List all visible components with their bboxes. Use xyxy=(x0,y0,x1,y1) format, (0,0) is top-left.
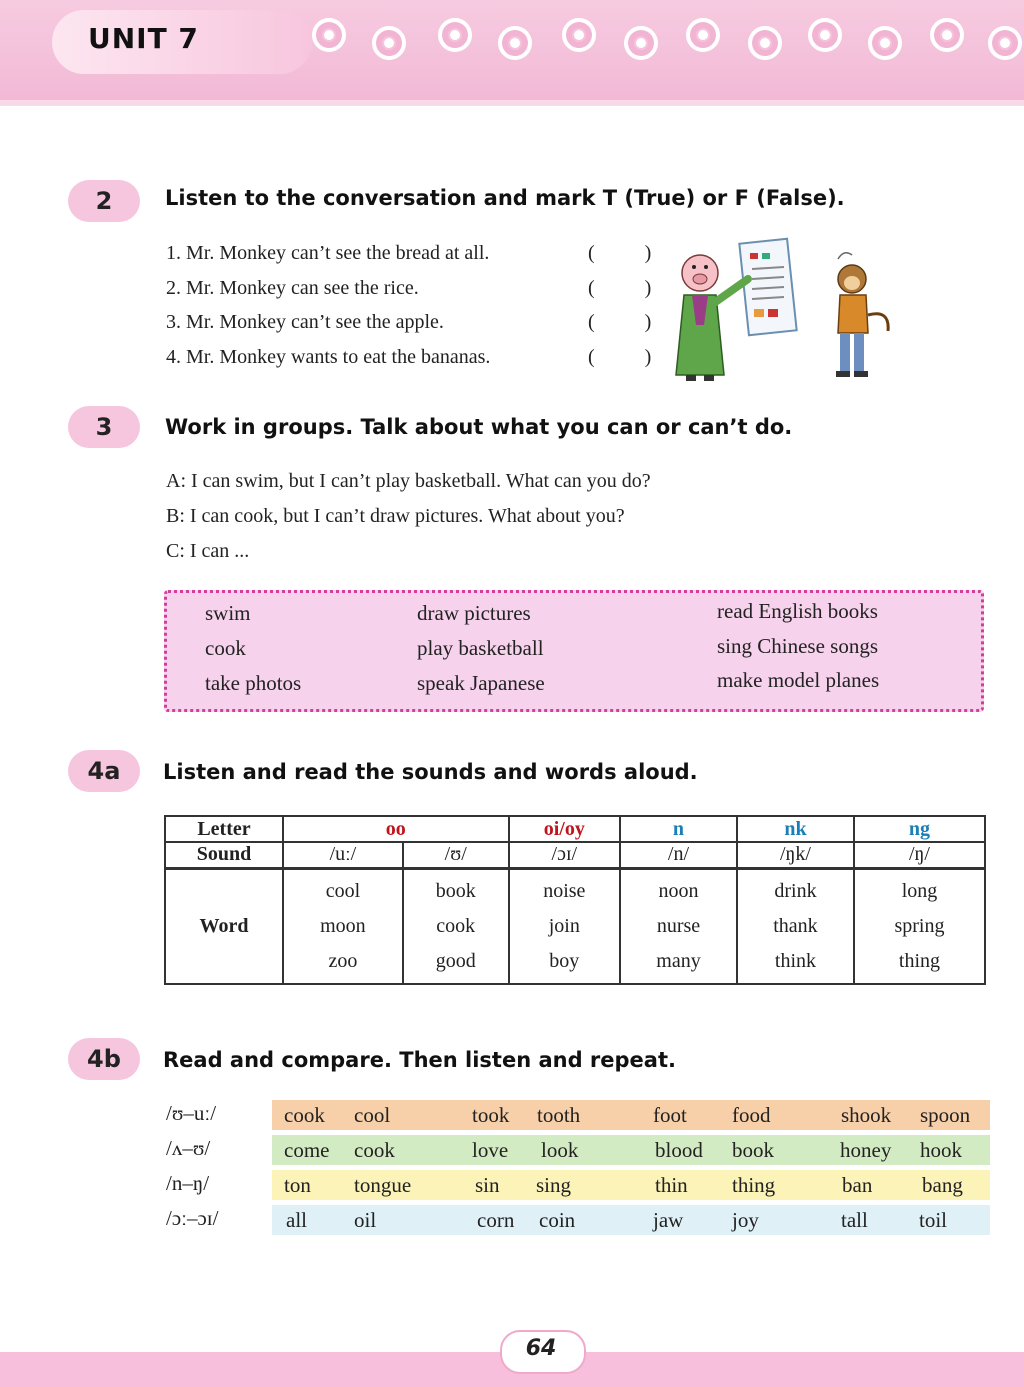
word-item: boy xyxy=(549,949,580,972)
sound-cell: /n/ xyxy=(620,842,737,868)
word-item: thing xyxy=(898,949,941,972)
word-column-oo-long xyxy=(283,868,403,984)
compare-word: sin xyxy=(475,1173,500,1197)
word-item: many xyxy=(656,949,701,972)
compare-word: jaw xyxy=(653,1208,684,1232)
compare-word: oil xyxy=(354,1208,377,1232)
compare-word: toil xyxy=(919,1208,948,1232)
word-column-ng xyxy=(854,868,985,984)
section-number-4b: 4b xyxy=(68,1038,140,1080)
compare-word: blood xyxy=(655,1138,703,1162)
phrase-item: sing Chinese songs xyxy=(717,634,879,658)
tf-item-2: 2. Mr. Monkey can see the rice. xyxy=(166,277,419,299)
compare-word: ton xyxy=(284,1173,311,1197)
word-column-oo-short xyxy=(403,868,509,984)
word-item: good xyxy=(435,949,476,972)
dialogue-line-b: B: I can cook, but I can’t draw pictures. What about you? xyxy=(166,505,625,527)
compare-word: love xyxy=(472,1138,509,1162)
word-item: thank xyxy=(773,914,818,937)
letter-cell: n xyxy=(620,816,737,842)
compare-ipa-label: /ʊ–uː/ xyxy=(166,1101,217,1125)
answer-blank-3[interactable]: ( ) xyxy=(588,311,652,333)
compare-word: food xyxy=(732,1103,771,1127)
compare-word: thin xyxy=(655,1173,688,1197)
compare-word: tongue xyxy=(354,1173,412,1197)
compare-word: foot xyxy=(653,1103,687,1127)
word-item: cool xyxy=(325,879,361,902)
sound-cell: /ŋk/ xyxy=(737,842,854,868)
compare-word: coin xyxy=(539,1208,576,1232)
word-column-n xyxy=(620,868,737,984)
letter-cell: nk xyxy=(737,816,854,842)
row-label-sound: Sound xyxy=(165,842,283,868)
pig-teacher-image xyxy=(676,255,748,381)
monkey-image xyxy=(836,253,888,377)
section-number-2: 2 xyxy=(68,180,140,222)
row-label-word: Word xyxy=(165,868,283,984)
section-title-2: Listen to the conversation and mark T (True) or F (False). xyxy=(165,186,845,210)
compare-word: took xyxy=(472,1103,510,1127)
phrase-item: cook xyxy=(205,636,246,660)
word-item: join xyxy=(548,914,580,937)
word-item: nurse xyxy=(656,914,701,937)
unit-title: UNIT 7 xyxy=(88,22,199,55)
compare-word: spoon xyxy=(920,1103,971,1127)
eye-chart-image xyxy=(739,239,796,336)
dialogue-line-c: C: I can ... xyxy=(166,540,250,562)
word-item: moon xyxy=(320,914,366,937)
compare-word: look xyxy=(541,1138,579,1162)
word-item: long xyxy=(901,879,938,902)
compare-ipa-label: /ɔː–ɔɪ/ xyxy=(166,1206,219,1230)
phrase-item: draw pictures xyxy=(417,601,531,625)
tf-item-3: 3. Mr. Monkey can’t see the apple. xyxy=(166,311,444,333)
section-title-4a: Listen and read the sounds and words aloud. xyxy=(163,760,698,784)
section-title-4b: Read and compare. Then listen and repeat. xyxy=(163,1048,676,1072)
compare-word: tooth xyxy=(537,1103,581,1127)
section-number-3: 3 xyxy=(68,406,140,448)
sound-cell: /ŋ/ xyxy=(854,842,985,868)
compare-row xyxy=(272,1100,990,1130)
phrase-item: play basketball xyxy=(417,636,544,660)
row-label-letter: Letter xyxy=(165,816,283,842)
compare-word: cool xyxy=(354,1103,391,1127)
compare-word: cook xyxy=(354,1138,395,1162)
compare-row xyxy=(272,1205,990,1235)
compare-word: come xyxy=(284,1138,330,1162)
word-column-oi xyxy=(509,868,620,984)
compare-word: all xyxy=(286,1208,307,1232)
compare-word: hook xyxy=(920,1138,962,1162)
compare-word: corn xyxy=(477,1208,515,1232)
sound-cell: /ɔɪ/ xyxy=(509,842,620,868)
tf-item-1: 1. Mr. Monkey can’t see the bread at all. xyxy=(166,242,490,264)
compare-ipa-label: /ʌ–ʊ/ xyxy=(166,1136,211,1160)
compare-word: joy xyxy=(732,1208,759,1232)
sound-cell: /ʊ/ xyxy=(403,842,509,868)
compare-word: honey xyxy=(840,1138,892,1162)
compare-word: tall xyxy=(841,1208,868,1232)
phrase-item: take photos xyxy=(205,671,302,695)
phrase-item: make model planes xyxy=(717,668,880,692)
compare-row xyxy=(272,1135,990,1165)
phrase-item: read English books xyxy=(717,599,878,623)
word-item: noise xyxy=(543,879,586,902)
word-item: think xyxy=(774,949,817,972)
page-number: 64 xyxy=(525,1336,557,1361)
word-item: cook xyxy=(436,914,476,937)
compare-word: cook xyxy=(284,1103,325,1127)
answer-blank-4[interactable]: ( ) xyxy=(588,346,652,368)
compare-row xyxy=(272,1170,990,1200)
compare-word: sing xyxy=(536,1173,572,1197)
dialogue-line-a: A: I can swim, but I can’t play basketball. What can you do? xyxy=(166,470,651,492)
answer-blank-2[interactable]: ( ) xyxy=(588,277,652,299)
word-item: noon xyxy=(658,879,699,902)
activity-phrase-box xyxy=(164,590,984,712)
letter-cell: oi/oy xyxy=(509,816,620,842)
word-item: drink xyxy=(774,879,817,902)
unit-header xyxy=(0,0,1024,106)
compare-word: book xyxy=(732,1138,774,1162)
phrase-item: swim xyxy=(205,601,251,625)
word-item: spring xyxy=(894,914,945,937)
word-item: book xyxy=(435,879,476,902)
compare-ipa-label: /n–ŋ/ xyxy=(166,1171,210,1195)
word-column-nk xyxy=(737,868,854,984)
compare-word: ban xyxy=(842,1173,873,1197)
compare-word: bang xyxy=(922,1173,963,1197)
sound-cell: /uː/ xyxy=(283,842,403,868)
answer-blank-1[interactable]: ( ) xyxy=(588,242,652,264)
letter-cell: oo xyxy=(283,816,509,842)
section-title-3: Work in groups. Talk about what you can or can’t do. xyxy=(165,415,793,439)
compare-word: thing xyxy=(732,1173,776,1197)
compare-word: shook xyxy=(841,1103,892,1127)
letter-cell: ng xyxy=(854,816,985,842)
monkey-eye-test-illustration xyxy=(670,235,910,385)
word-item: zoo xyxy=(328,949,358,972)
section-number-4a: 4a xyxy=(68,750,140,792)
letter-sound-table xyxy=(164,815,986,985)
tf-item-4: 4. Mr. Monkey wants to eat the bananas. xyxy=(166,346,491,368)
phrase-item: speak Japanese xyxy=(417,671,545,695)
